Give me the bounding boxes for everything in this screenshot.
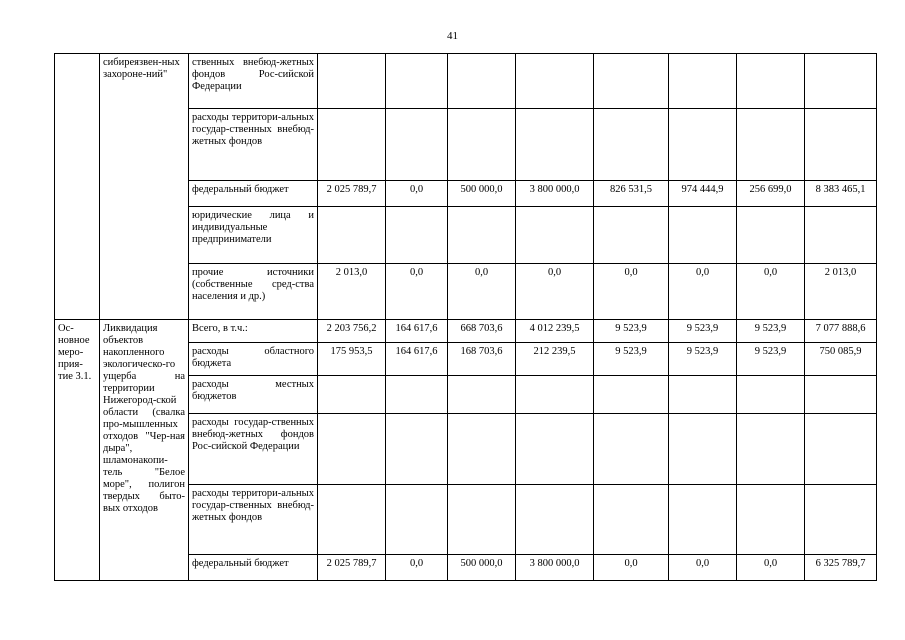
value-cell	[318, 376, 386, 414]
value-cell: 2 025 789,7	[318, 181, 386, 207]
value-cell: 9 523,9	[737, 343, 805, 376]
value-cell: 8 383 465,1	[805, 181, 877, 207]
value-cell	[516, 376, 594, 414]
value-cell: 0,0	[594, 264, 669, 320]
value-cell	[594, 207, 669, 264]
value-cell	[737, 207, 805, 264]
value-cell: 6 325 789,7	[805, 555, 877, 581]
value-cell: 0,0	[594, 555, 669, 581]
value-cell	[594, 109, 669, 181]
value-cell	[448, 414, 516, 485]
value-cell: 9 523,9	[737, 320, 805, 343]
value-cell: 0,0	[669, 555, 737, 581]
value-cell	[669, 485, 737, 555]
value-cell	[805, 54, 877, 109]
value-cell	[386, 376, 448, 414]
value-cell	[386, 414, 448, 485]
table-row	[55, 54, 877, 109]
value-cell	[516, 54, 594, 109]
activity-code-cell	[55, 54, 100, 320]
funding-source-cell: ственных внебюд-жетных фондов Рос-сийской Федерации	[189, 54, 318, 109]
funding-source-cell: расходы государ-ственных внебюд-жетных фондов Рос-сийской Федерации	[189, 414, 318, 485]
value-cell: 750 085,9	[805, 343, 877, 376]
value-cell: 0,0	[386, 264, 448, 320]
activity-name-cell: сибиреязвен-ных захороне-ний"	[100, 54, 189, 320]
value-cell: 7 077 888,6	[805, 320, 877, 343]
funding-source-cell: расходы областного бюджета	[189, 343, 318, 376]
value-cell	[594, 485, 669, 555]
value-cell	[448, 207, 516, 264]
value-cell	[386, 485, 448, 555]
value-cell	[669, 109, 737, 181]
value-cell: 2 013,0	[805, 264, 877, 320]
value-cell	[448, 485, 516, 555]
value-cell	[737, 376, 805, 414]
funding-source-cell: расходы местных бюджетов	[189, 376, 318, 414]
value-cell	[448, 109, 516, 181]
activity-name-cell: Ликвидация объектов накопленного экологическо-го ущерба на территории Нижегород-ской области (свалка про-мышленных отходов "Чер-ная дыра", шламонакопи-тель "Белое море", полигон твердых быто-вых отходов	[100, 320, 189, 581]
page-number: 41	[447, 30, 458, 42]
value-cell	[805, 376, 877, 414]
funding-source-cell: федеральный бюджет	[189, 181, 318, 207]
funding-source-cell: Всего, в т.ч.:	[189, 320, 318, 343]
value-cell	[737, 414, 805, 485]
value-cell	[594, 414, 669, 485]
value-cell	[318, 414, 386, 485]
value-cell: 2 025 789,7	[318, 555, 386, 581]
value-cell: 0,0	[386, 555, 448, 581]
funding-source-cell: прочие источники (собственные сред-ства населения и др.)	[189, 264, 318, 320]
value-cell: 9 523,9	[669, 343, 737, 376]
funding-source-cell: федеральный бюджет	[189, 555, 318, 581]
value-cell	[516, 109, 594, 181]
value-cell: 164 617,6	[386, 343, 448, 376]
value-cell	[805, 414, 877, 485]
value-cell	[318, 207, 386, 264]
value-cell: 974 444,9	[669, 181, 737, 207]
value-cell	[516, 414, 594, 485]
value-cell: 500 000,0	[448, 181, 516, 207]
value-cell	[448, 54, 516, 109]
value-cell	[737, 54, 805, 109]
value-cell: 3 800 000,0	[516, 181, 594, 207]
funding-source-cell: расходы территори-альных государ-ственных внебюд-жетных фондов	[189, 109, 318, 181]
value-cell: 0,0	[669, 264, 737, 320]
value-cell	[448, 376, 516, 414]
value-cell: 0,0	[448, 264, 516, 320]
value-cell	[669, 54, 737, 109]
value-cell: 0,0	[737, 264, 805, 320]
value-cell	[516, 485, 594, 555]
value-cell: 0,0	[386, 181, 448, 207]
value-cell: 4 012 239,5	[516, 320, 594, 343]
value-cell: 500 000,0	[448, 555, 516, 581]
value-cell	[594, 54, 669, 109]
value-cell: 2 203 756,2	[318, 320, 386, 343]
value-cell: 168 703,6	[448, 343, 516, 376]
value-cell: 212 239,5	[516, 343, 594, 376]
value-cell	[386, 109, 448, 181]
value-cell	[386, 54, 448, 109]
value-cell: 3 800 000,0	[516, 555, 594, 581]
value-cell: 164 617,6	[386, 320, 448, 343]
table-row	[55, 320, 877, 343]
value-cell: 9 523,9	[669, 320, 737, 343]
budget-table	[54, 53, 877, 581]
value-cell	[516, 207, 594, 264]
value-cell: 9 523,9	[594, 343, 669, 376]
activity-code-cell: Ос-новное меро-прия-тие 3.1.	[55, 320, 100, 581]
value-cell	[386, 207, 448, 264]
value-cell: 2 013,0	[318, 264, 386, 320]
value-cell	[669, 207, 737, 264]
value-cell: 256 699,0	[737, 181, 805, 207]
value-cell	[805, 109, 877, 181]
value-cell	[318, 485, 386, 555]
funding-source-cell: расходы территори-альных государ-ственных внебюд-жетных фондов	[189, 485, 318, 555]
value-cell: 9 523,9	[594, 320, 669, 343]
value-cell	[669, 414, 737, 485]
value-cell: 0,0	[737, 555, 805, 581]
value-cell	[737, 485, 805, 555]
value-cell	[805, 207, 877, 264]
value-cell: 668 703,6	[448, 320, 516, 343]
value-cell	[737, 109, 805, 181]
value-cell	[318, 109, 386, 181]
value-cell: 826 531,5	[594, 181, 669, 207]
funding-source-cell: юридические лица и индивидуальные предприниматели	[189, 207, 318, 264]
value-cell	[318, 54, 386, 109]
value-cell: 0,0	[516, 264, 594, 320]
value-cell	[594, 376, 669, 414]
value-cell	[669, 376, 737, 414]
value-cell	[805, 485, 877, 555]
value-cell: 175 953,5	[318, 343, 386, 376]
